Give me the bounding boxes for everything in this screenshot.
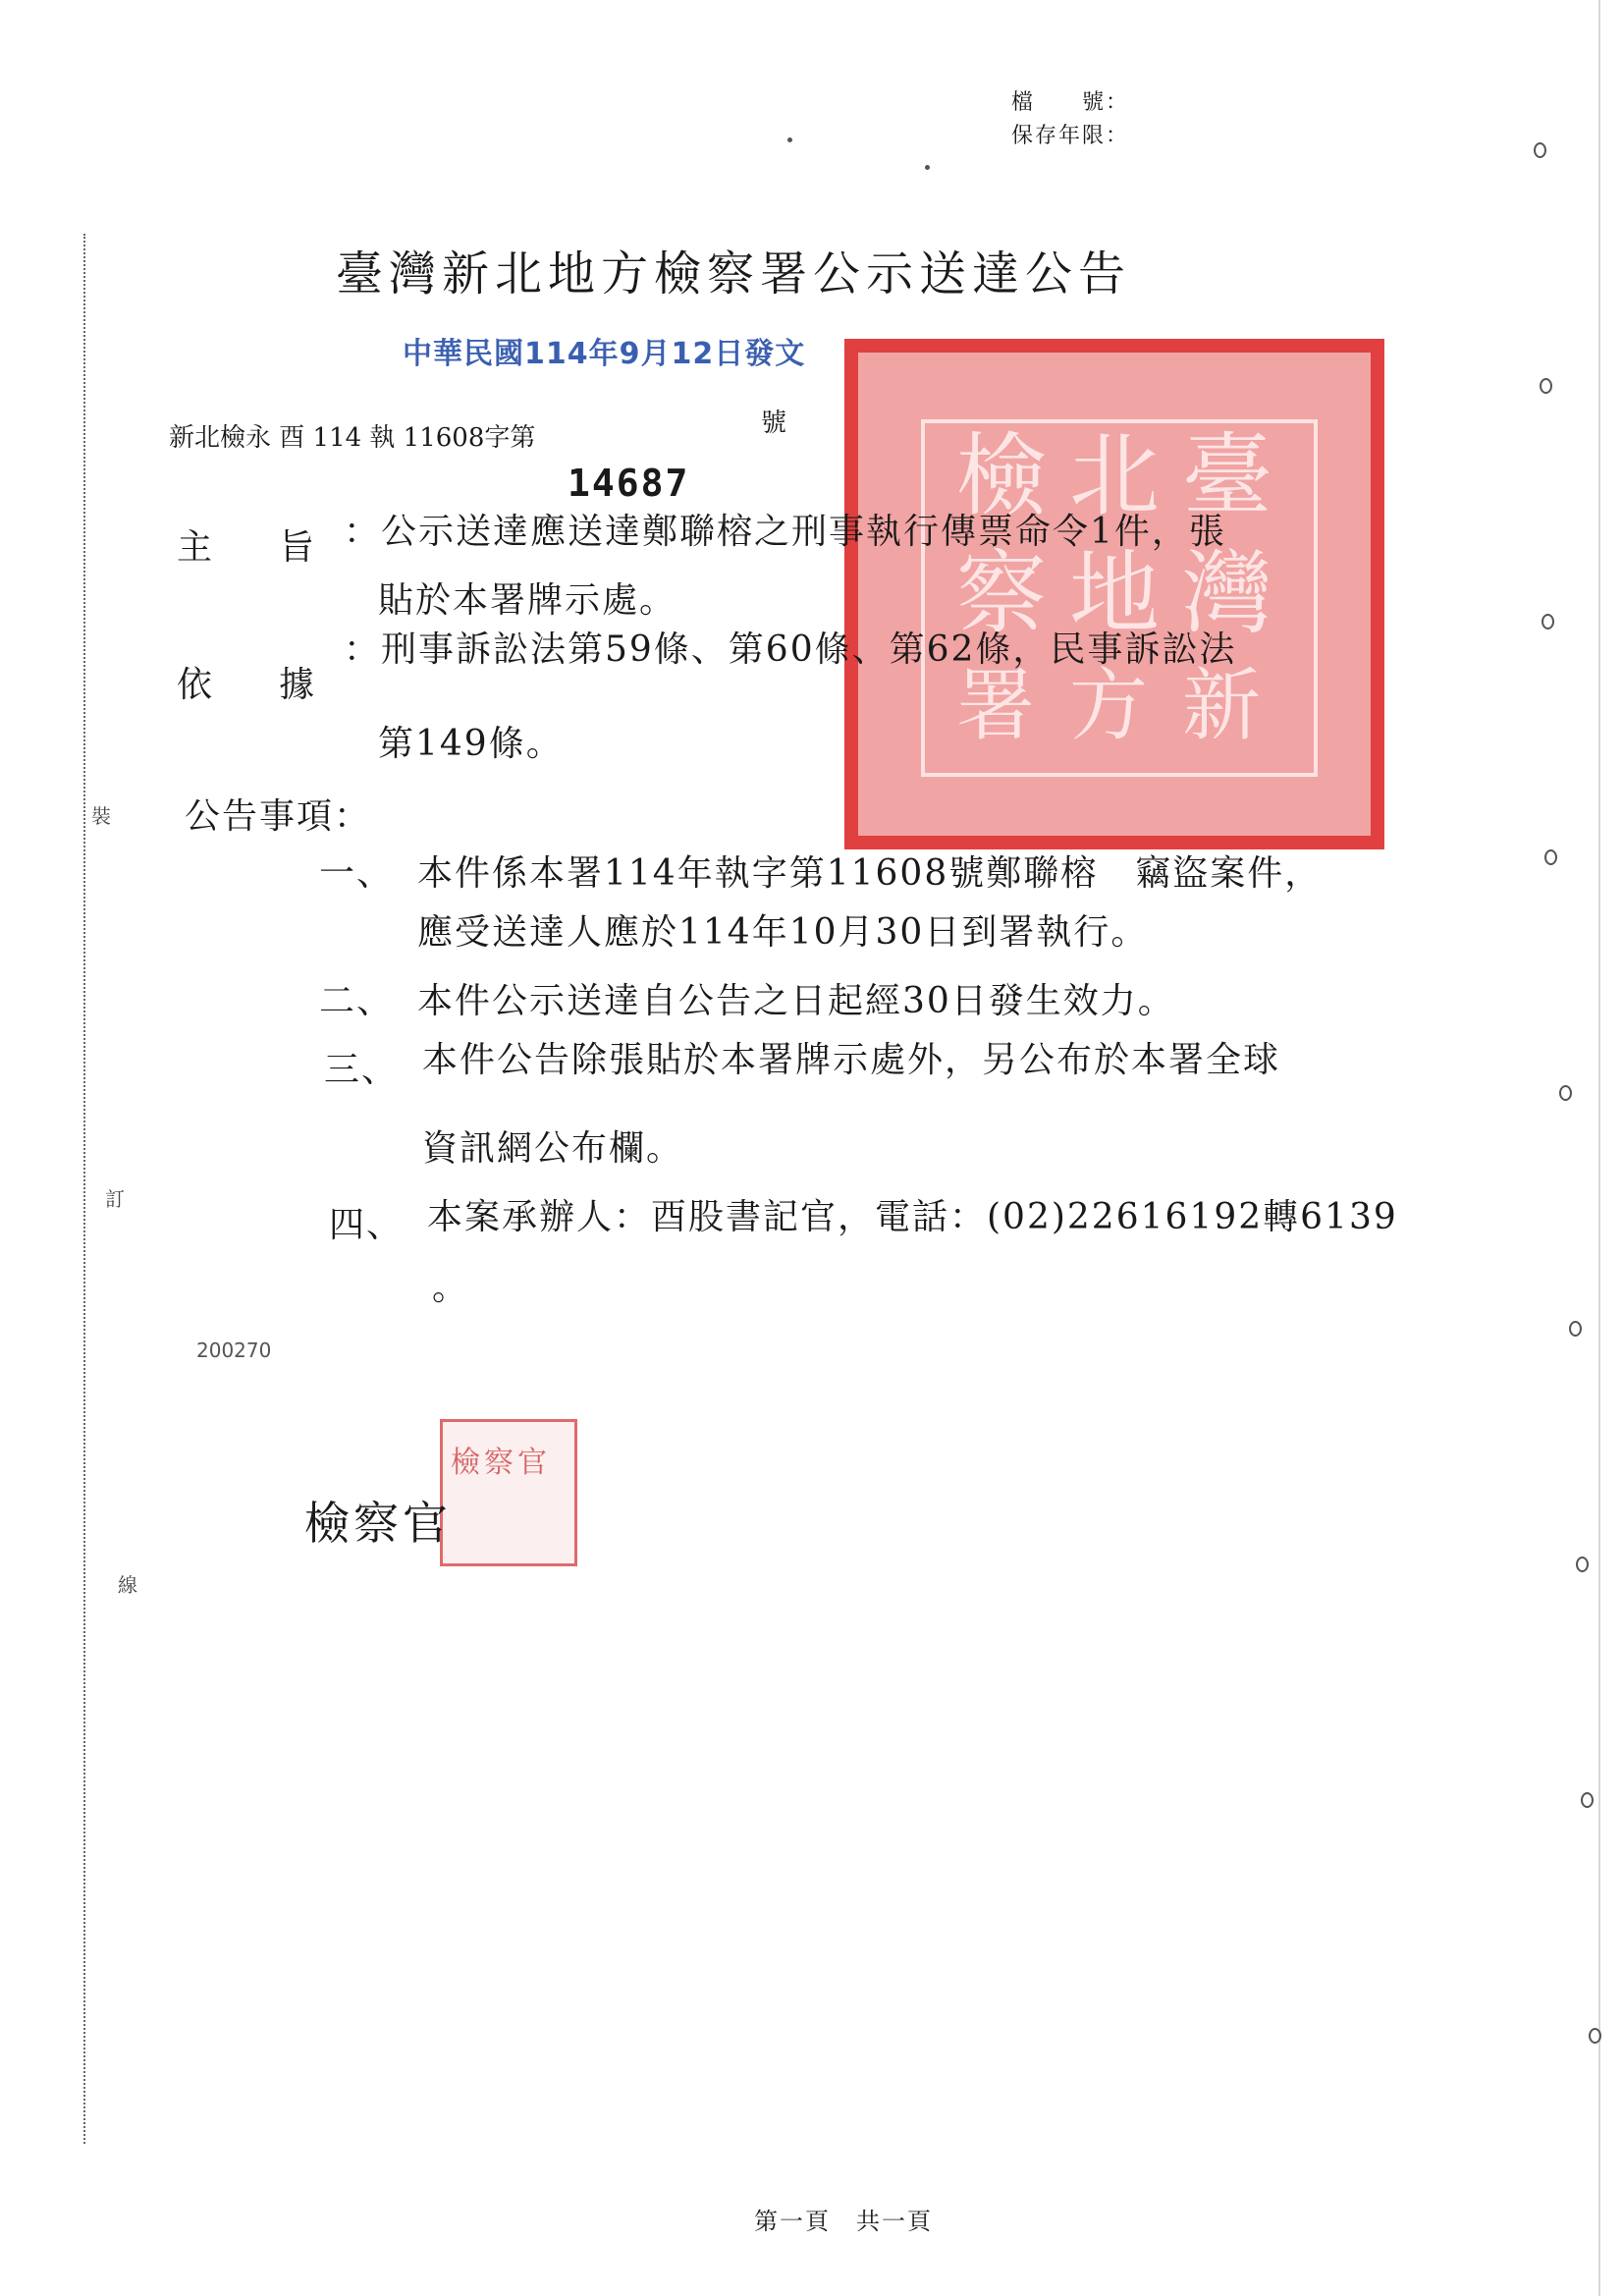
seal-char: 察 [956,541,1048,646]
punch-hole [1542,614,1554,629]
notice-item-3-line-2: 資訊網公布欄。 [422,1128,684,1169]
seal-char: 北 [1069,423,1161,528]
notice-item-1-line-2: 應受送達人應於114年10月30日到署執行。 [417,912,1149,953]
official-seal [844,339,1384,849]
issue-date-stamp: 中華民國114年9月12日發文 [403,337,806,371]
notice-item-4-line-2: 。 [432,1268,470,1308]
subject-line-1: ：公示送達應送達鄭聯榕之刑事執行傳票命令1件，張 [344,512,1226,552]
notice-item-2-line-1: 本件公示送達自公告之日起經30日發生效力。 [417,981,1175,1021]
file-number-label: 檔 號： [1011,90,1130,115]
punch-hole [1534,142,1546,158]
page-footer: 第一頁 共一頁 [754,2208,933,2235]
subject-label: 主旨 [177,527,382,568]
punch-hole [1589,2028,1601,2044]
notice-item-4-line-1: 本案承辦人：酉股書記官，電話：(02)22616192轉6139 [427,1197,1398,1237]
notice-item-2-marker: 二、 [319,981,395,1021]
notice-heading: 公告事項： [185,796,372,837]
seal-char: 臺 [1182,423,1273,528]
notice-item-1-line-1: 本件係本署114年執字第11608號鄭聯榕 竊盜案件， [417,853,1323,894]
seal-char: 新 [1182,660,1261,751]
document-number: 新北檢永 酉 114 執 11608字第 [169,423,536,453]
notice-item-1-marker: 一、 [319,853,395,894]
seal-char: 方 [1069,660,1148,751]
punch-hole [1544,849,1557,865]
punch-hole [1569,1321,1582,1337]
punch-hole [1540,378,1552,394]
seal-char: 地 [1069,541,1161,646]
scan-speck [787,137,792,142]
punch-hole [1559,1085,1572,1101]
notice-item-4-marker: 四、 [329,1205,405,1245]
notice-item-3-marker: 三、 [324,1050,400,1090]
seal-char: 檢 [956,423,1048,528]
seal-char: 灣 [1182,541,1273,646]
basis-line-1: ：刑事訴訟法第59條、第60條、第62條，民事訴訟法 [344,629,1237,670]
binding-char-xian: 線 [118,1573,137,1597]
binding-char-ding: 訂 [105,1187,125,1211]
signer-title: 檢察官 [304,1497,452,1550]
basis-label: 依據 [177,665,382,705]
seal-char: 署 [956,660,1035,751]
signature-seal-text: 檢察官 [451,1446,551,1480]
file-meta [1011,86,1137,153]
basis-line-2: 第149條。 [378,724,564,764]
binding-line [83,234,85,2144]
punch-hole [1581,1792,1594,1808]
retention-label: 保存年限： [1011,124,1130,148]
scan-speck [925,165,930,170]
punch-hole [1576,1557,1589,1572]
document-number-suffix: 號 [761,409,787,438]
notice-item-3-line-1: 本件公告除張貼於本署牌示處外，另公布於本署全球 [422,1040,1281,1080]
form-number: 200270 [196,1339,272,1362]
serial-number: 14687 [568,462,690,505]
scan-edge [1598,0,1600,2296]
binding-char-zhuang: 裝 [91,804,111,828]
document-title: 臺灣新北地方檢察署公示送達公告 [336,246,1132,301]
signature-seal [440,1419,577,1566]
subject-line-2: 貼於本署牌示處。 [378,580,677,621]
